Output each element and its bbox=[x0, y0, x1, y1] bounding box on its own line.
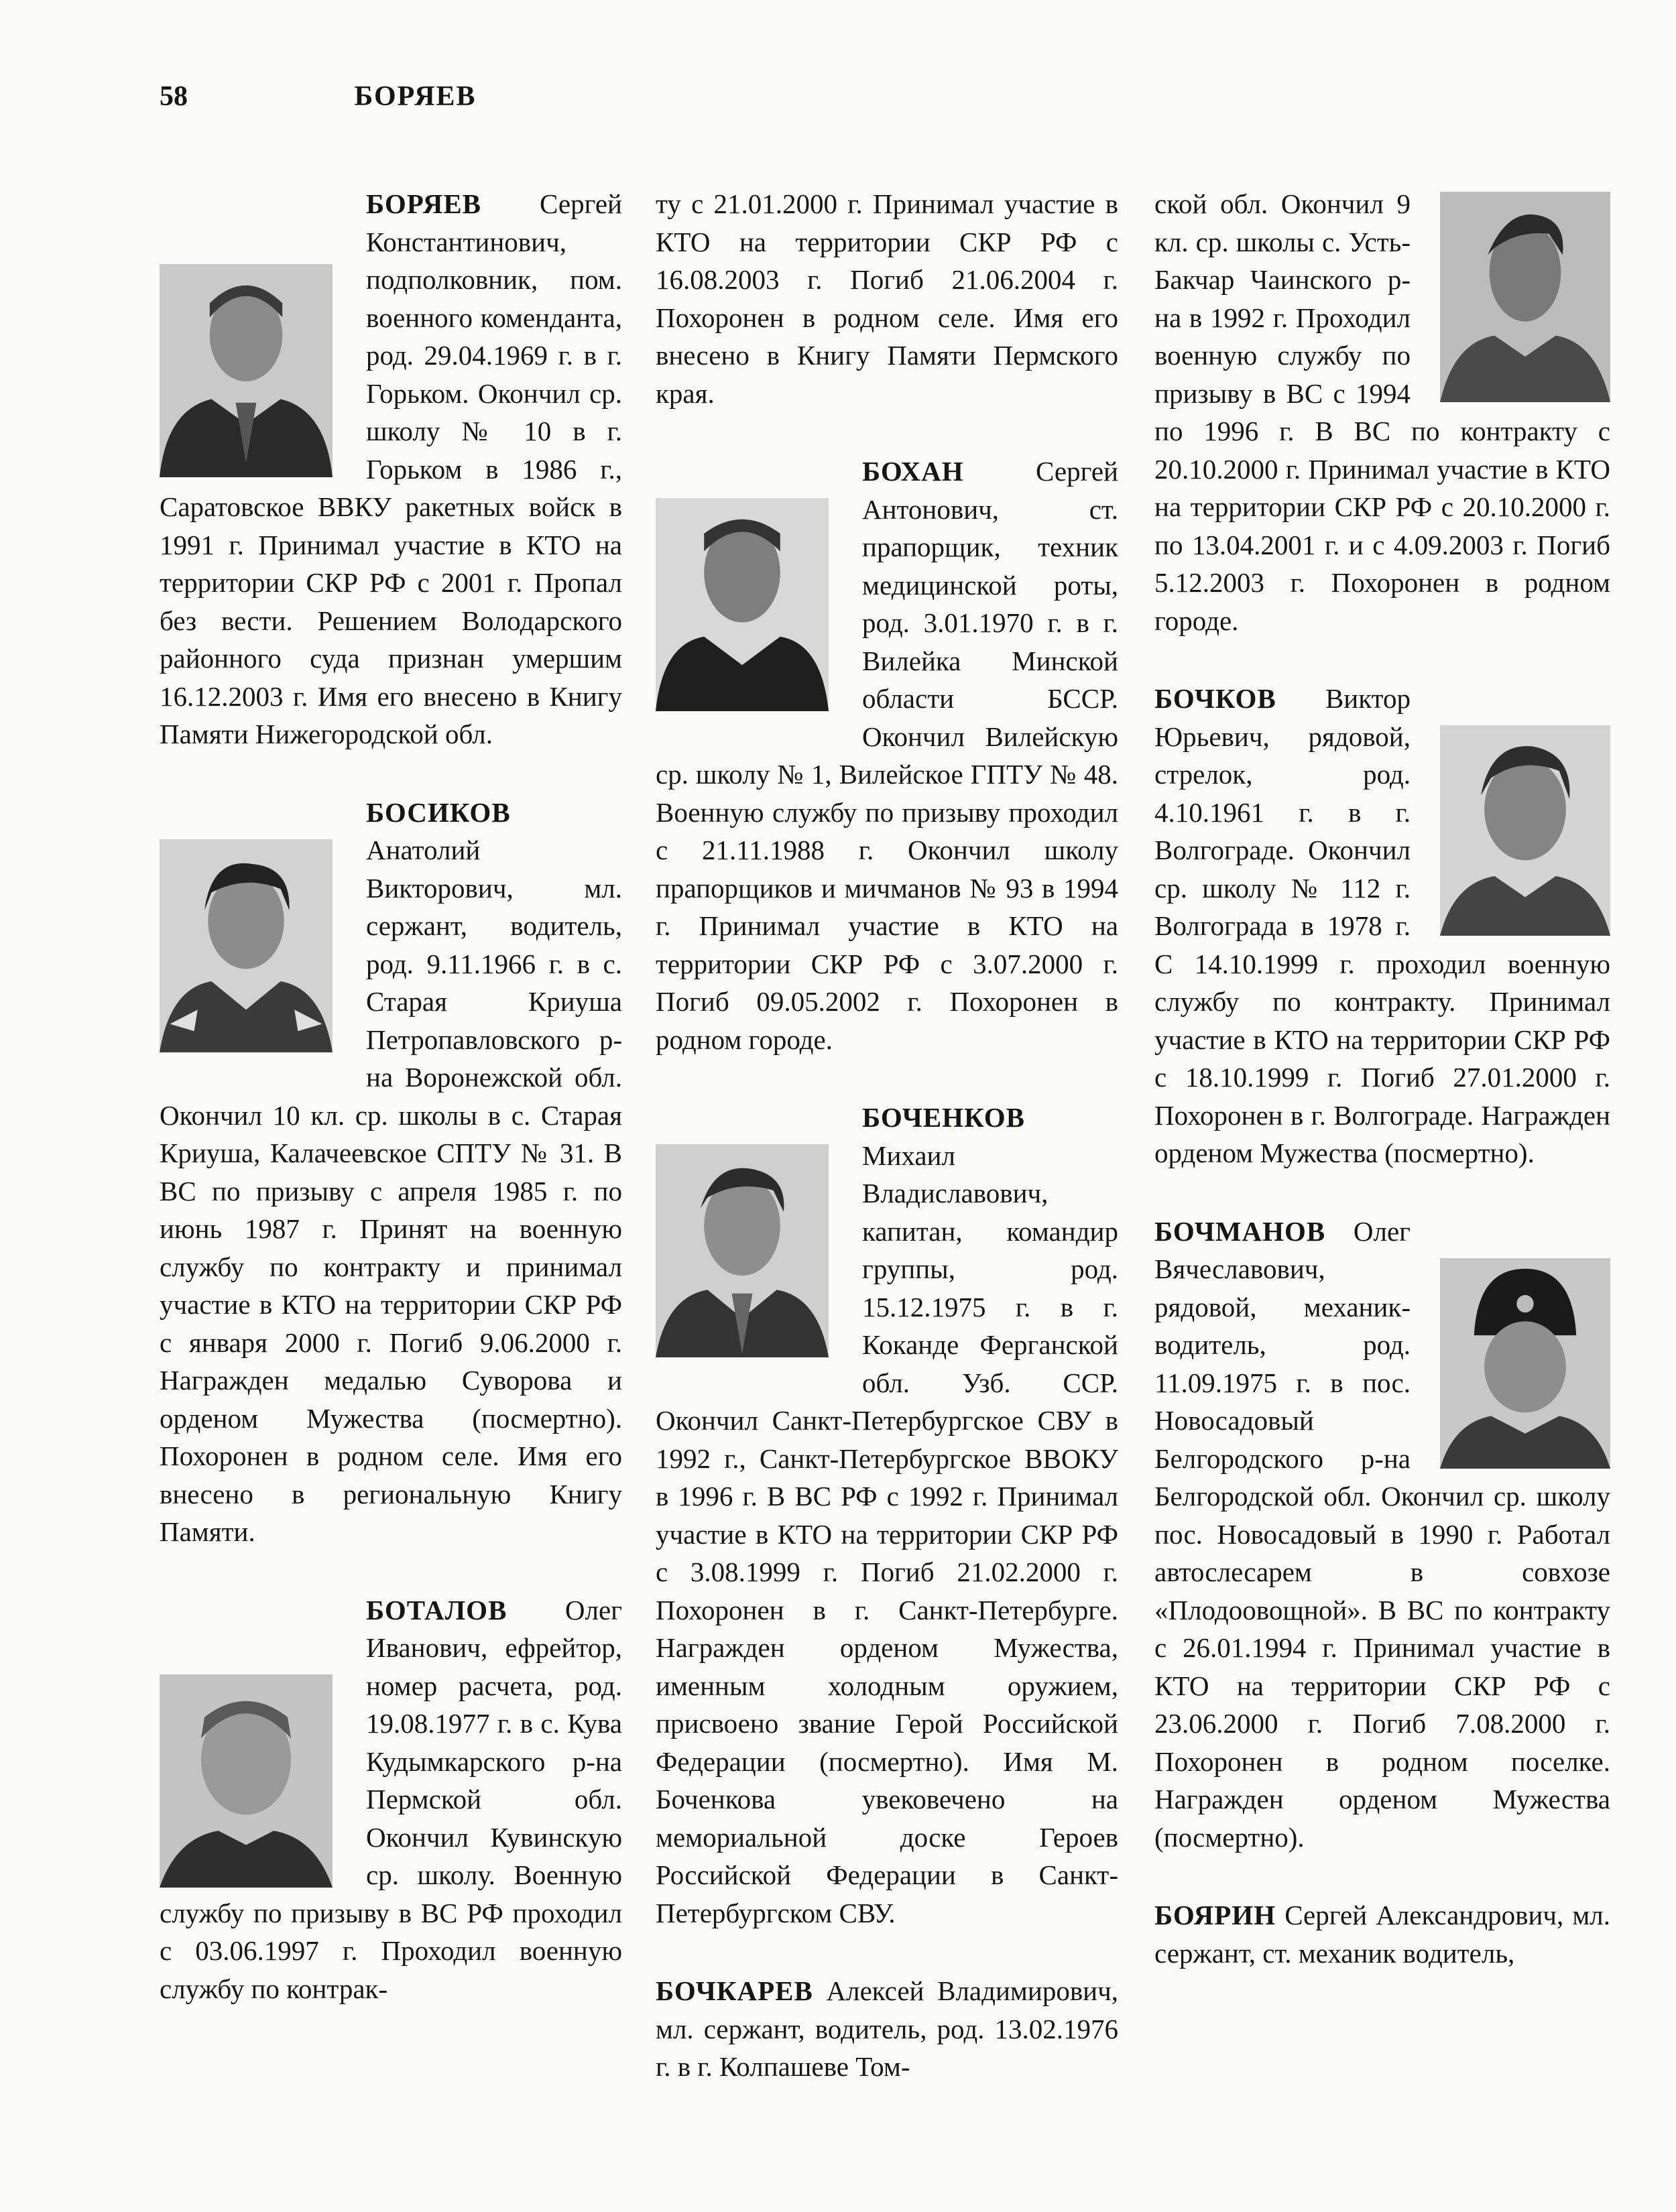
entry-surname: БОЯРИН bbox=[1154, 1900, 1276, 1930]
entry-botalov-continued bbox=[656, 185, 1118, 412]
entry-text: Сергей Александрович, мл. сержант, ст. механик водитель, bbox=[1154, 1900, 1610, 1969]
entry-surname: БОЧМАНОВ bbox=[1154, 1215, 1326, 1247]
column-3 bbox=[1154, 185, 1610, 2012]
entry-text: Анатолий Викторович, мл. сержант, водитель, род. 9.11.1966 г. в с. Старая Криуша Петропавловского р-на Воронежской обл. Окончил 10 кл. ср. школы в с. Старая Криуша, Калачеевское СПТУ № 31. В ВС по призыву с апреля 1985 г. по июнь 1987 г. Принят на военную службу по контракту и принимал участие в КТО на территории СКР РФ с января 2000 г. Погиб 9.06.2000 г. Награжден медалью Суворова и орденом Мужества (посмертно). Похоронен в родном селе. Имя его внесено в региональную Книгу Памяти. bbox=[160, 835, 622, 1547]
entry-text: Олег Вячеславович, рядовой, механик-водитель, род. 11.09.1975 г. в пос. Новосадовый Белгородского р-на Белгородской обл. Окончил ср. школу пос. Новосадовый в 1990 г. Работал автослесарем в совхозе «Плодоовощной». В ВС по контракту с 26.01.1994 г. Принимал участие в КТО на территории СКР РФ с 23.06.2000 г. Погиб 7.08.2000 г. Похоронен в родном поселке. Награжден орденом Мужества (посмертно). bbox=[1154, 1215, 1610, 1853]
entry-surname: БОХАН bbox=[862, 456, 964, 487]
portrait-photo bbox=[1440, 725, 1610, 936]
entry-bochmanov bbox=[1154, 1213, 1610, 1857]
entry-text: Олег Иванович, ефрейтор, номер расчета, род. 19.08.1977 г. в с. Кува Кудымкарского р-на Пермской обл. Окончил Кувинскую ср. школу. Военную службу по призыву в ВС РФ проходил с 03.06.1997 г. Проходил военную службу по контрак- bbox=[160, 1594, 622, 2004]
entry-text: Алексей Владимирович, мл. сержант, водитель, род. 13.02.1976 г. в г. Колпашеве Том- bbox=[656, 1975, 1118, 2082]
entry-surname: БОЧКАРЕВ bbox=[656, 1975, 813, 2006]
entry-botalov bbox=[160, 1591, 622, 2008]
column-2 bbox=[656, 185, 1118, 2126]
entry-surname: БОРЯЕВ bbox=[366, 188, 482, 219]
entry-bochkarev bbox=[656, 1972, 1118, 2086]
entry-text: ской обл. Окончил 9 кл. ср. школы с. Усть-Бакчар Чаинского р-на в 1992 г. Проходил военную службу по призыву в ВС с 1994 по 1996 г. В ВС по контракту с 20.10.2000 г. Принимал участие в КТО на территории СКР РФ с 20.10.2000 г. по 13.04.2001 г. и с 4.09.2003 г. Погиб 5.12.2003 г. Похоронен в родном городе. bbox=[1154, 188, 1610, 636]
entry-text: Сергей Антонович, ст. прапорщик, техник медицинской роты, род. 3.01.1970 г. в г. Вилейка Минской области БССР. Окончил Вилейскую ср. школу № 1, Вилейское ГПТУ № 48. Военную службу по призыву проходил с 21.11.1988 г. Окончил школу прапорщиков и мичманов № 93 в 1994 г. Принимал участие в КТО на территории СКР РФ с 3.07.2000 г. Погиб 09.05.2002 г. Похоронен в родном городе. bbox=[656, 456, 1118, 1055]
entry-text: Виктор Юрьевич, рядовой, стрелок, род. 4.10.1961 г. в г. Волгограде. Окончил ср. школу № 112 г. Волгограда в 1978 г. С 14.10.1999 г. проходил военную службу по контракту. Принимал участие в КТО на территории СКР РФ с 18.10.1999 г. Погиб 27.01.2000 г. Похоронен в г. Волгограде. Награжден орденом Мужества (посмертно). bbox=[1154, 683, 1610, 1168]
page-number: 58 bbox=[160, 81, 188, 112]
entry-bosikov bbox=[160, 794, 622, 1551]
entry-surname: БОСИКОВ bbox=[366, 796, 511, 828]
portrait-photo bbox=[656, 498, 829, 711]
portrait-photo bbox=[1440, 1258, 1610, 1469]
portrait-photo bbox=[160, 264, 333, 477]
column-1 bbox=[160, 185, 622, 2048]
entry-surname: БОЧЕНКОВ bbox=[862, 1102, 1025, 1133]
entry-text: ту с 21.01.2000 г. Принимал участие в КТО на территории СКР РФ с 16.08.2003 г. Погиб 21.06.2004 г. Похоронен в родном селе. Имя его внесено в Книгу Памяти Пермского края. bbox=[656, 188, 1118, 409]
entry-boyarin bbox=[1154, 1896, 1610, 1972]
entry-text: Сергей Константинович, подполковник, пом. военного коменданта, род. 29.04.1969 г. в г. Горьком. Окончил ср. школу № 10 в г. Горьком в 1986 г., Саратовское ВВКУ ракетных войск в 1991 г. Принимал участие в КТО на территории СКР РФ с 2001 г. Пропал без вести. Решением Володарского районного суда признан умершим 16.12.2003 г. Имя его внесено в Книгу Памяти Нижегородской обл. bbox=[160, 188, 622, 749]
entry-bochkov bbox=[1154, 680, 1610, 1172]
portrait-photo bbox=[160, 1674, 333, 1888]
portrait-photo bbox=[656, 1144, 829, 1357]
entry-boryaev bbox=[160, 185, 622, 753]
entry-bochenkov bbox=[656, 1099, 1118, 1932]
entry-surname: БОЧКОВ bbox=[1154, 683, 1276, 714]
entry-bochkarev-continued bbox=[1154, 185, 1610, 639]
running-head: БОРЯЕВ bbox=[354, 81, 477, 112]
portrait-photo bbox=[1440, 192, 1610, 402]
entry-bokhan bbox=[656, 452, 1118, 1058]
portrait-photo bbox=[160, 839, 333, 1052]
entry-surname: БОТАЛОВ bbox=[366, 1594, 507, 1625]
entry-text: Михаил Владиславович, капитан, командир группы, род. 15.12.1975 г. в г. Коканде Ферганской обл. Узб. ССР. Окончил Санкт-Петербургское СВУ в 1992 г., Санкт-Петербургское ВВОКУ в 1996 г. В ВС РФ с 1992 г. Принимал участие в КТО на территории СКР РФ с 3.08.1999 г. Погиб 21.02.2000 г. Похоронен в г. Санкт-Петербурге. Награжден орденом Мужества, именным холодным оружием, присвоено звание Герой Российской Федерации (посмертно). Имя М. Боченкова увековечено на мемориальной доске Героев Российской Федерации в Санкт-Петербургском СВУ. bbox=[656, 1140, 1118, 1928]
page-header bbox=[160, 80, 477, 113]
